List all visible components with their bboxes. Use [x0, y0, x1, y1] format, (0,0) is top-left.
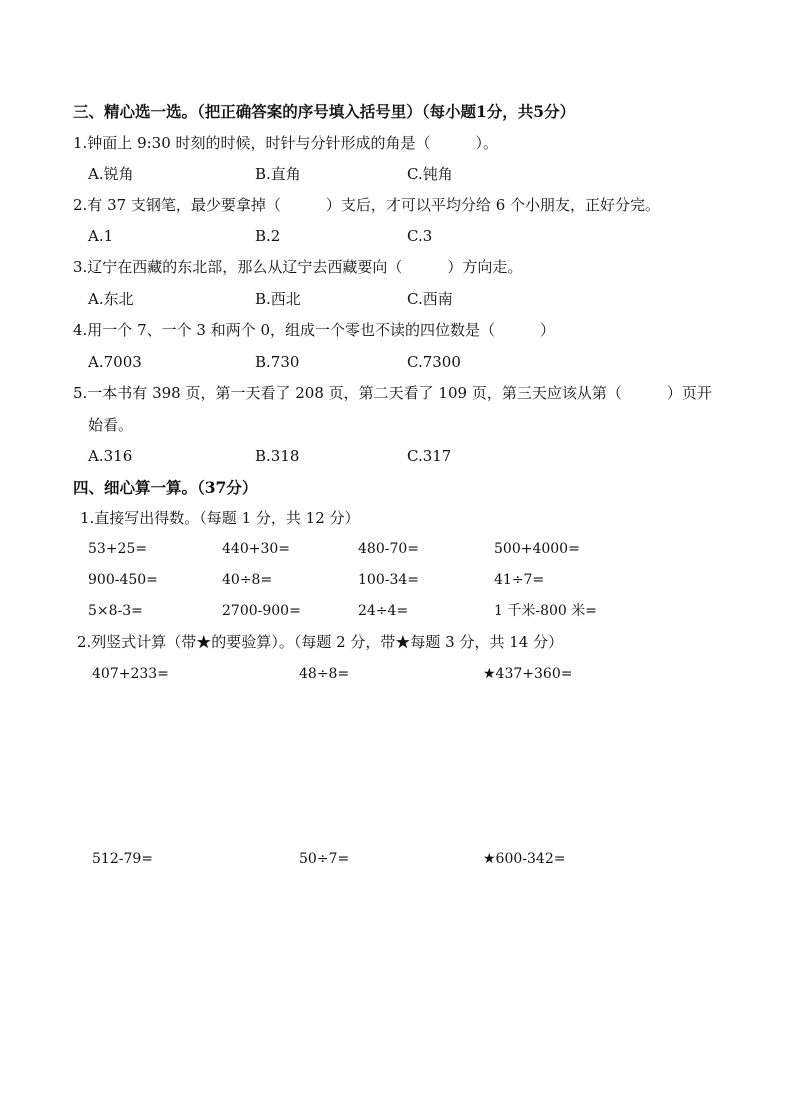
- question-2-option-a: A.1: [88, 227, 114, 245]
- question-1-stem: 1.钟面上 9:30 时刻的时候，时针与分针形成的角是（ ）。: [73, 134, 499, 152]
- question-4-option-b: B.730: [255, 353, 300, 371]
- question-3-option-a: A.东北: [88, 290, 134, 308]
- question-1-option-c: C.钝角: [407, 165, 453, 183]
- question-5-stem-continuation: 始看。: [88, 416, 134, 434]
- question-5-option-a: A.316: [88, 447, 133, 465]
- question-4-option-a: A.7003: [88, 353, 142, 371]
- calc-item: 500+4000=: [494, 541, 580, 557]
- question-3-option-c: C.西南: [407, 290, 453, 308]
- question-2-option-c: C.3: [407, 227, 433, 245]
- calc-item: 1 千米-800 米=: [494, 603, 597, 619]
- calc-item: 480-70=: [358, 541, 419, 557]
- section4-title: 四、细心算一算。（37分）: [73, 478, 258, 497]
- question-2-stem: 2.有 37 支钢笔，最少要拿掉（ ）支后，才可以平均分给 6 个小朋友，正好分完。: [73, 196, 661, 214]
- part2-title: 2.列竖式计算（带★的要验算）。（每题 2 分，带★每题 3 分，共 14 分）: [77, 633, 564, 651]
- question-4-option-c: C.7300: [407, 353, 461, 371]
- vertical-calc-item: ★600-342=: [483, 851, 566, 867]
- calc-item: 2700-900=: [222, 603, 301, 619]
- question-1-option-a: A.锐角: [88, 165, 134, 183]
- question-1-option-b: B.直角: [255, 165, 301, 183]
- calc-item: 900-450=: [88, 572, 158, 588]
- calc-item: 100-34=: [358, 572, 419, 588]
- vertical-calc-item: 407+233=: [92, 666, 169, 682]
- question-4-stem: 4.用一个 7、一个 3 和两个 0，组成一个零也不读的四位数是（ ）: [73, 321, 556, 339]
- calc-item: 40÷8=: [222, 572, 273, 588]
- question-3-stem: 3.辽宁在西藏的东北部，那么从辽宁去西藏要向（ ）方向走。: [73, 258, 523, 276]
- question-5-option-b: B.318: [255, 447, 300, 465]
- vertical-calc-item: 50÷7=: [299, 851, 350, 867]
- calc-item: 5×8-3=: [88, 603, 143, 619]
- calc-item: 41÷7=: [494, 572, 545, 588]
- vertical-calc-item: ★437+360=: [483, 666, 573, 682]
- calc-item: 24÷4=: [358, 603, 409, 619]
- vertical-calc-item: 48÷8=: [299, 666, 350, 682]
- question-5-option-c: C.317: [407, 447, 452, 465]
- question-2-option-b: B.2: [255, 227, 281, 245]
- part1-title: 1.直接写出得数。（每题 1 分，共 12 分）: [80, 509, 360, 527]
- vertical-calc-item: 512-79=: [92, 851, 153, 867]
- question-5-stem: 5.一本书有 398 页，第一天看了 208 页，第二天看了 109 页，第三天应该从第（ ）页开: [73, 384, 712, 402]
- question-3-option-b: B.西北: [255, 290, 301, 308]
- calc-item: 53+25=: [88, 541, 148, 557]
- calc-item: 440+30=: [222, 541, 290, 557]
- section3-title: 三、精心选一选。（把正确答案的序号填入括号里）（每小题1分，共5分）: [73, 102, 576, 121]
